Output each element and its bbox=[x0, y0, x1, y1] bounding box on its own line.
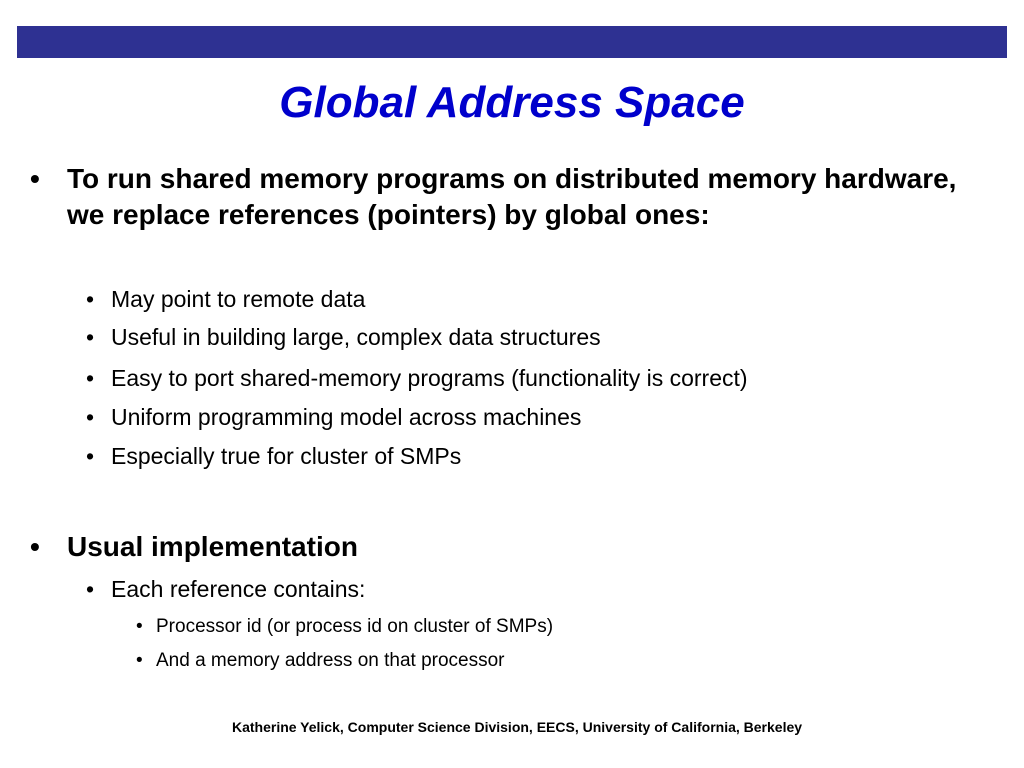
bullet-text: Usual implementation bbox=[67, 531, 358, 562]
bullet-text: And a memory address on that processor bbox=[156, 650, 505, 671]
slide-footer: Katherine Yelick, Computer Science Division, EECS, University of California, Berkeley bbox=[231, 719, 803, 735]
sub-bullet-remote-data bbox=[86, 285, 966, 313]
bullet-dot: • bbox=[86, 576, 95, 602]
bullet-text: Easy to port shared-memory programs (functionality is correct) bbox=[111, 365, 748, 391]
bullet-text: Especially true for cluster of SMPs bbox=[111, 443, 462, 469]
bullet-dot: • bbox=[86, 324, 95, 350]
sub-sub-bullet-memory-address bbox=[136, 648, 976, 674]
sub-sub-bullet-processor-id bbox=[136, 614, 976, 640]
bullet-text: Each reference contains: bbox=[111, 576, 366, 602]
bullet-text: Processor id (or process id on cluster of SMPs) bbox=[156, 616, 554, 637]
sub-bullet-cluster-smps bbox=[86, 442, 966, 470]
bullet-run-shared-memory bbox=[30, 161, 990, 233]
bullet-dot: • bbox=[86, 404, 95, 430]
sub-bullet-data-structures bbox=[86, 323, 966, 351]
bullet-text: To run shared memory programs on distributed memory hardware, we replace references (pointers) by global ones: bbox=[67, 163, 957, 230]
bullet-dot: • bbox=[86, 365, 95, 391]
sub-bullet-easy-to-port bbox=[86, 364, 966, 392]
bullet-usual-implementation bbox=[30, 529, 990, 565]
sub-bullet-reference-contains bbox=[86, 575, 966, 603]
bullet-dot: • bbox=[30, 531, 40, 562]
bullet-text: May point to remote data bbox=[111, 286, 366, 312]
bullet-dot: • bbox=[136, 650, 143, 671]
bullet-dot: • bbox=[86, 286, 95, 312]
bullet-dot: • bbox=[86, 443, 95, 469]
bullet-text: Useful in building large, complex data structures bbox=[111, 324, 601, 350]
slide-title: Global Address Space bbox=[279, 78, 745, 127]
sub-bullet-uniform-model bbox=[86, 403, 966, 431]
bullet-dot: • bbox=[136, 616, 143, 637]
bullet-text: Uniform programming model across machines bbox=[111, 404, 582, 430]
bullet-dot: • bbox=[30, 163, 40, 194]
